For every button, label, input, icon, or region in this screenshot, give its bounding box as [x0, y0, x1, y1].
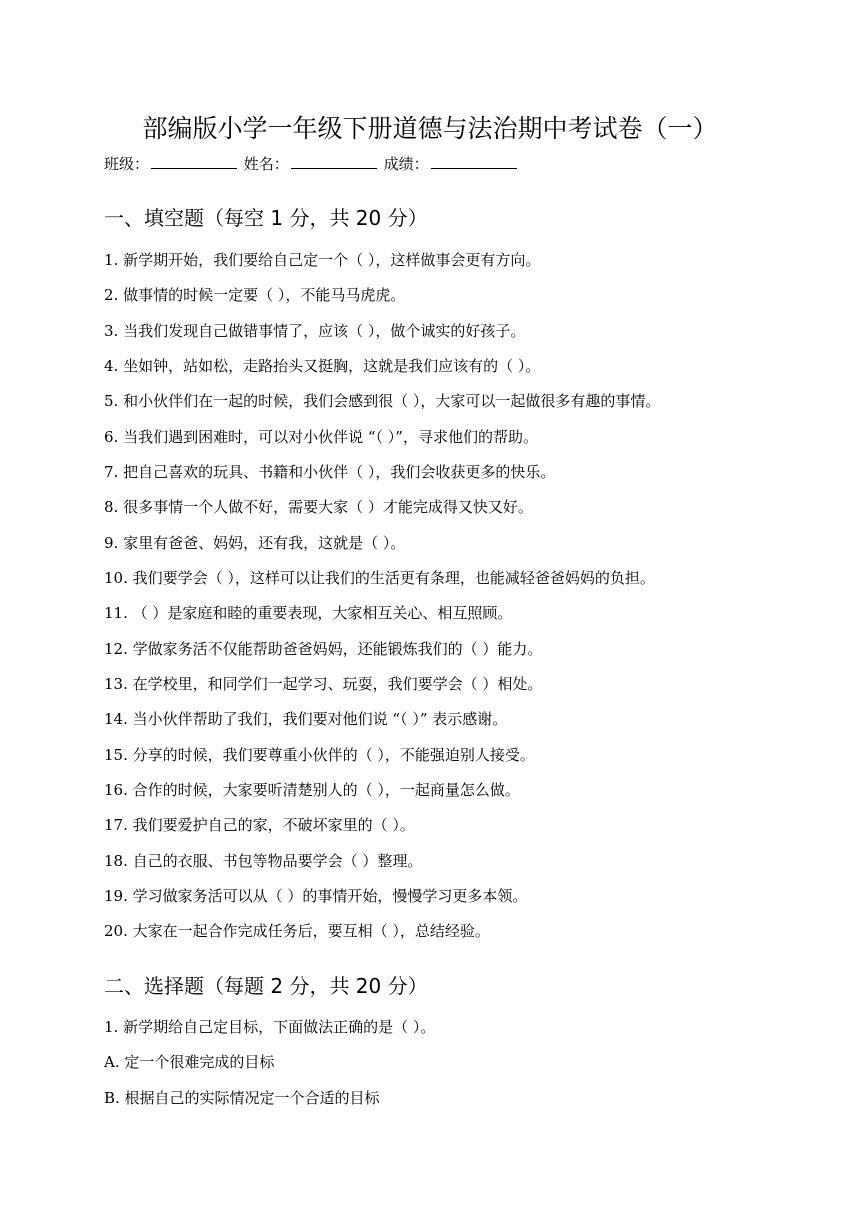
fill-in-question: 16. 合作的时候，大家要听清楚别人的（ ），一起商量怎么做。: [104, 781, 520, 799]
fill-in-question: 5. 和小伙伴们在一起的时候，我们会感到很（ ），大家可以一起做很多有趣的事情。: [104, 392, 661, 410]
choice-question: 1. 新学期给自己定目标，下面做法正确的是（ ）。: [104, 1018, 436, 1036]
fill-in-question: 20. 大家在一起合作完成任务后，要互相（ ），总结经验。: [104, 922, 490, 940]
student-info-line: [104, 153, 519, 175]
score-label: 成绩：: [383, 155, 429, 173]
fill-in-question: 4. 坐如钟，站如松，走路抬头又挺胸，这就是我们应该有的（ ）。: [104, 357, 541, 375]
fill-in-question: 19. 学习做家务活可以从（ ）的事情开始，慢慢学习更多本领。: [104, 887, 528, 905]
name-label: 姓名：: [243, 155, 289, 173]
class-label: 班级：: [104, 155, 150, 173]
choice-option-b: B. 根据自己的实际情况定一个合适的目标: [104, 1089, 380, 1107]
fill-in-question: 8. 很多事情一个人做不好，需要大家（ ）才能完成得又快又好。: [104, 498, 533, 516]
fill-in-question: 7. 把自己喜欢的玩具、书籍和小伙伴（ ），我们会收获更多的快乐。: [104, 463, 556, 481]
choice-option-a: A. 定一个很难完成的目标: [104, 1053, 275, 1071]
fill-in-question: 2. 做事情的时候一定要（ ），不能马马虎虎。: [104, 286, 406, 304]
fill-in-question: 9. 家里有爸爸、妈妈，还有我，这就是（ ）。: [104, 534, 406, 552]
exam-title: 部编版小学一年级下册道德与法治期中考试卷（一）: [142, 114, 718, 143]
fill-in-question: 13. 在学校里，和同学们一起学习、玩耍，我们要学会（ ）相处。: [104, 675, 543, 693]
fill-in-question: 17. 我们要爱护自己的家，不破坏家里的（ ）。: [104, 816, 415, 834]
fill-in-question: 11. （ ）是家庭和睦的重要表现，大家相互关心、相互照顾。: [104, 604, 513, 622]
name-blank: [291, 154, 377, 169]
fill-in-question: 1. 新学期开始，我们要给自己定一个（ ），这样做事会更有方向。: [104, 251, 541, 269]
score-blank: [431, 154, 517, 169]
fill-in-question: 12. 学做家务活不仅能帮助爸爸妈妈，还能锻炼我们的（ ）能力。: [104, 640, 543, 658]
fill-in-question: 14. 当小伙伴帮助了我们，我们要对他们说 “（ ）” 表示感谢。: [104, 710, 508, 728]
section-fill-in-title: 一、填空题（每空 1 分，共 20 分）: [104, 206, 428, 230]
fill-in-question: 15. 分享的时候，我们要尊重小伙伴的（ ），不能强迫别人接受。: [104, 746, 535, 764]
section-choice-title: 二、选择题（每题 2 分，共 20 分）: [104, 974, 428, 998]
fill-in-question: 18. 自己的衣服、书包等物品要学会（ ）整理。: [104, 852, 423, 870]
class-blank: [151, 154, 237, 169]
fill-in-question: 10. 我们要学会（ ），这样可以让我们的生活更有条理，也能减轻爸爸妈妈的负担。: [104, 569, 655, 587]
fill-in-question: 6. 当我们遇到困难时，可以对小伙伴说 “（ ）”，寻求他们的帮助。: [104, 428, 538, 446]
fill-in-question: 3. 当我们发现自己做错事情了，应该（ ），做个诚实的好孩子。: [104, 322, 526, 340]
